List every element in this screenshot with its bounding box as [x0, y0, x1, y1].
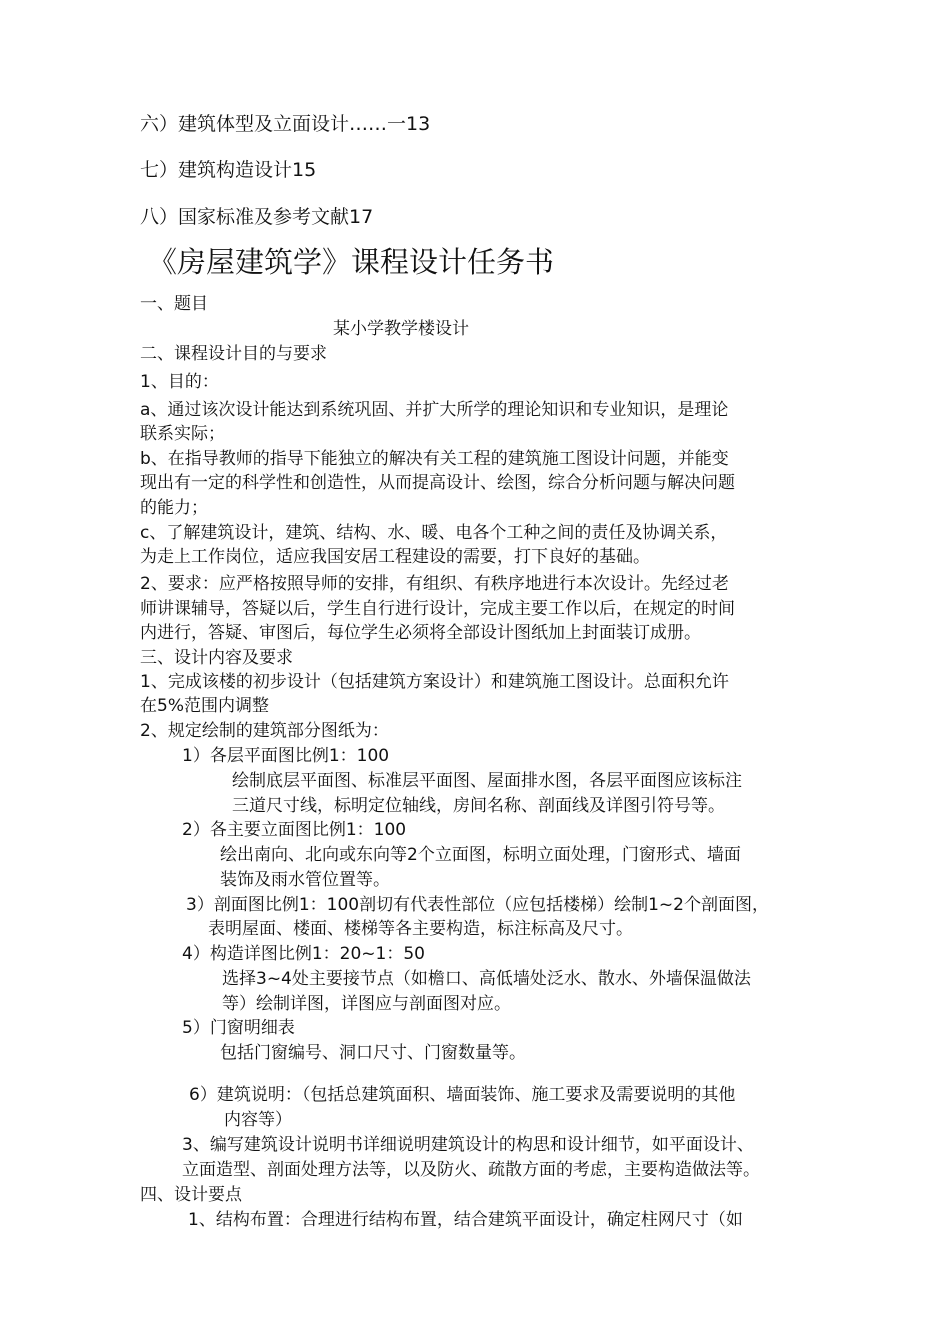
section-heading: 四、设计要点 — [140, 1185, 242, 1205]
list-item-desc: 绘出南向、北向或东向等2个立面图，标明立面处理，门窗形式、墙面 — [220, 845, 741, 865]
list-item-title: 3）剖面图比例1：100剖切有代表性部位（应包括楼梯）绘制1~2个剖面图， — [186, 895, 769, 915]
list-item-title: 2）各主要立面图比例1：100 — [182, 820, 407, 840]
paragraph-line: 3、编写建筑设计说明书详细说明建筑设计的构思和设计细节，如平面设计、 — [182, 1135, 754, 1155]
list-item-desc: 绘制底层平面图、标准层平面图、屋面排水图，各层平面图应该标注 — [232, 771, 742, 791]
paragraph-line: 的能力； — [140, 498, 208, 518]
paragraph-line: 2、规定绘制的建筑部分图纸为： — [140, 721, 389, 741]
list-item-desc: 装饰及雨水管位置等。 — [220, 870, 390, 890]
document-title: 《房屋建筑学》课程设计任务书 — [148, 245, 555, 279]
toc-line: 六）建筑体型及立面设计……一13 — [140, 113, 431, 135]
list-item-title: 1）各层平面图比例1：100 — [182, 746, 390, 766]
list-item-desc: 等）绘制详图，详图应与剖面图对应。 — [222, 994, 511, 1014]
paragraph-line: 现出有一定的科学性和创造性，从而提高设计、绘图，综合分析问题与解决问题 — [140, 473, 735, 493]
paragraph-line: 1、完成该楼的初步设计（包括建筑方案设计）和建筑施工图设计。总面积允许 — [140, 672, 729, 692]
paragraph-line: 联系实际； — [140, 424, 225, 444]
paragraph-line: 1、结构布置：合理进行结构布置，结合建筑平面设计，确定柱网尺寸（如 — [188, 1210, 743, 1230]
list-item-desc: 包括门窗编号、洞口尺寸、门窗数量等。 — [220, 1043, 526, 1063]
design-topic: 某小学教学楼设计 — [333, 319, 469, 339]
section-heading: 三、设计内容及要求 — [140, 648, 293, 668]
paragraph-line: 内进行，答疑、审图后，每位学生必须将全部设计图纸加上封面装订成册。 — [140, 623, 701, 643]
section-heading: 一、题目 — [140, 294, 208, 314]
list-item-title: 4）构造详图比例1：20~1：50 — [182, 944, 425, 964]
paragraph-line: c、了解建筑设计，建筑、结构、水、暖、电各个工种之间的责任及协调关系， — [140, 523, 728, 543]
paragraph-line: b、在指导教师的指导下能独立的解决有关工程的建筑施工图设计问题，并能变 — [140, 449, 729, 469]
subsection-heading: 1、目的： — [140, 372, 219, 392]
paragraph-line: 立面造型、剖面处理方法等，以及防火、疏散方面的考虑，主要构造做法等。 — [182, 1160, 760, 1180]
toc-line: 八）国家标准及参考文献17 — [140, 206, 374, 228]
paragraph-line: 为走上工作岗位，适应我国安居工程建设的需要，打下良好的基础。 — [140, 547, 650, 567]
paragraph-line: 师讲课辅导，答疑以后，学生自行进行设计，完成主要工作以后，在规定的时间 — [140, 599, 735, 619]
paragraph-line: 2、要求：应严格按照导师的安排，有组织、有秩序地进行本次设计。先经过老 — [140, 574, 729, 594]
paragraph-line: a、通过该次设计能达到系统巩固、并扩大所学的理论知识和专业知识，是理论 — [140, 400, 729, 420]
list-item-desc: 内容等） — [224, 1110, 292, 1130]
list-item-desc: 三道尺寸线，标明定位轴线，房间名称、剖面线及详图引符号等。 — [232, 796, 725, 816]
list-item-title: 5）门窗明细表 — [182, 1018, 295, 1038]
list-item-title: 6）建筑说明：（包括总建筑面积、墙面装饰、施工要求及需要说明的其他 — [189, 1085, 736, 1105]
paragraph-line: 在5%范围内调整 — [140, 696, 269, 716]
list-item-desc: 表明屋面、楼面、楼梯等各主要构造，标注标高及尺寸。 — [208, 919, 633, 939]
list-item-desc: 选择3~4处主要接节点（如檐口、高低墙处泛水、散水、外墙保温做法 — [222, 969, 751, 989]
section-heading: 二、课程设计目的与要求 — [140, 344, 327, 364]
toc-line: 七）建筑构造设计15 — [140, 159, 317, 181]
